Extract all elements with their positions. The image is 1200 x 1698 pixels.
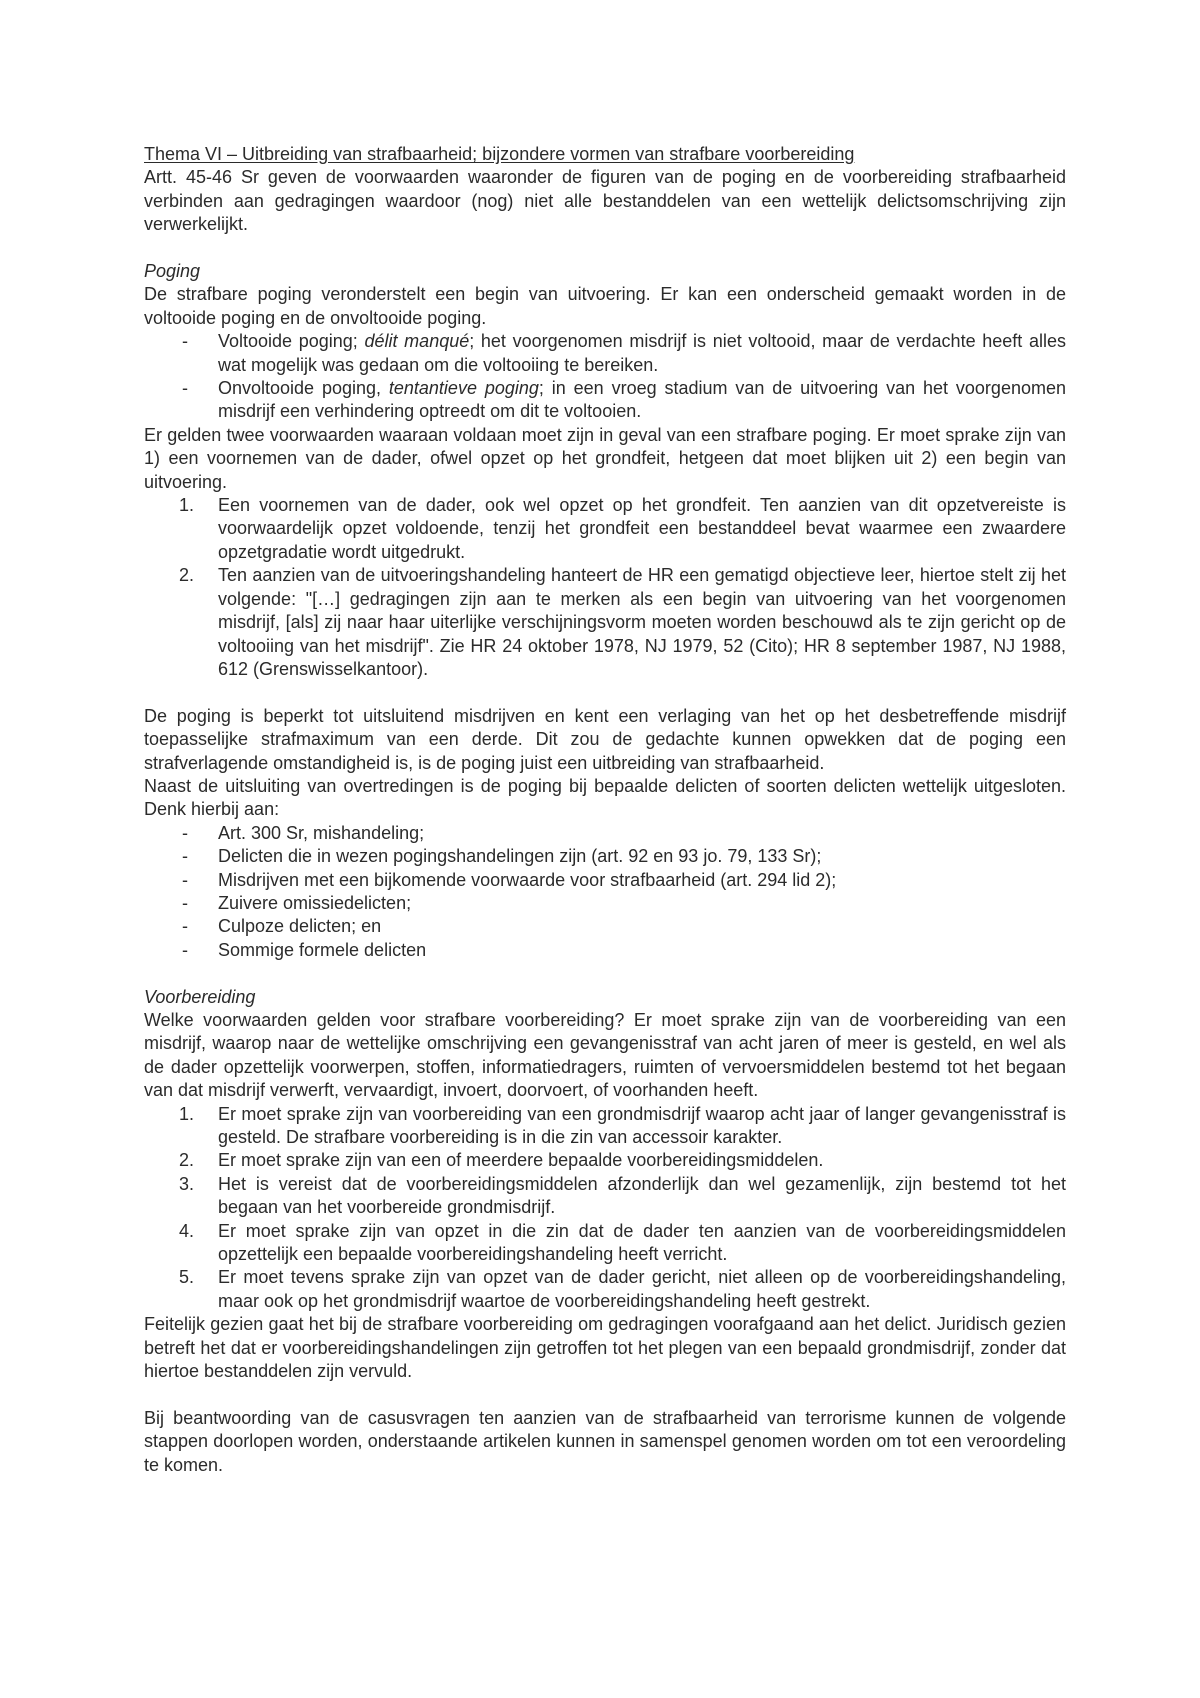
- voorbereiding-intro: Welke voorwaarden gelden voor strafbare voorbereiding? Er moet sprake zijn van de voorbereiding van een misdrijf, waarop naar de wettelijke omschrijving een gevangenisstraf van acht jaren of meer is gesteld, en wel als de dader opzettelijk voorwerpen, stoffen, informatiedragers, ruimten of vervoersmiddelen bestemd tot het begaan van dat misdrijf verwerft, vervaardigt, invoert, doorvoert, of voorhanden heeft.: [144, 1009, 1066, 1101]
- list-item-text: Er moet sprake zijn van voorbereiding van een grondmisdrijf waarop acht jaar of langer gevangenisstraf is gesteld. De strafbare voorbereiding is in die zin van accessoir karakter.: [218, 1103, 1066, 1148]
- poging-types-list: [144, 330, 1066, 424]
- list-item: [144, 1220, 1066, 1267]
- list-item-text: Er moet tevens sprake zijn van opzet van de dader gericht, niet alleen op de voorbereidingshandeling, maar ook op het grondmisdrijf waartoe de voorbereidingshandeling heeft gestrekt.: [218, 1267, 1066, 1311]
- list-item-term: tentantieve poging: [388, 378, 539, 399]
- list-item-text: Culpoze delicten; en: [218, 916, 382, 937]
- section-heading-voorbereiding: Voorbereiding: [144, 986, 256, 1007]
- list-item-prefix: Onvoltooide poging,: [218, 378, 389, 399]
- list-item: [144, 494, 1066, 564]
- voorbereiding-conclusion: Feitelijk gezien gaat het bij de strafbare voorbereiding om gedragingen voorafgaand aan het delict. Juridisch gezien betreft het dat er voorbereidingshandelingen zijn getroffen tot het plegen van een bepaald grondmisdrijf, zonder dat hiertoe bestanddelen zijn vervuld.: [144, 1314, 1066, 1382]
- list-item-text: ; het voorgenomen misdrijf is niet voltooid, maar de verdachte heeft alles wat mogelijk was gedaan om die voltooiing te bereiken.: [218, 331, 1066, 375]
- number-marker: 2.: [179, 1150, 195, 1171]
- poging-conditions-list: [144, 494, 1066, 681]
- poging-exclusions-list: [144, 822, 1066, 962]
- dash-marker: -: [182, 869, 188, 890]
- blank-line: [144, 1383, 1066, 1406]
- list-item-term: délit manqué: [364, 331, 470, 352]
- list-item: [144, 1173, 1066, 1220]
- number-marker: 2.: [179, 565, 195, 586]
- list-item: [144, 822, 1066, 845]
- poging-exclusion-intro: Naast de uitsluiting van overtredingen is de poging bij bepaalde delicten of soorten delicten wettelijk uitgesloten. Denk hierbij aan:: [144, 775, 1066, 820]
- list-item-text: Delicten die in wezen pogingshandelingen zijn (art. 92 en 93 jo. 79, 133 Sr);: [218, 846, 822, 867]
- list-item: [144, 892, 1066, 915]
- list-item-text: Een voornemen van de dader, ook wel opzet op het grondfeit. Ten aanzien van dit opzetvereiste is voorwaardelijk opzet voldoende, tenzij het grondfeit een bestanddeel bevat waarmee een zwaardere opzetgradatie wordt uitgedrukt.: [218, 495, 1066, 562]
- list-item-text: Zuivere omissiedelicten;: [218, 892, 412, 913]
- list-item: [144, 1103, 1066, 1150]
- dash-marker: -: [182, 846, 188, 867]
- list-item: [144, 869, 1066, 892]
- list-item: [144, 939, 1066, 962]
- dash-marker: -: [182, 331, 188, 352]
- list-item-text: Er moet sprake zijn van een of meerdere bepaalde voorbereidingsmiddelen.: [218, 1150, 824, 1171]
- list-item: [144, 1266, 1066, 1313]
- list-item-text: Art. 300 Sr, mishandeling;: [218, 822, 425, 843]
- poging-intro: De strafbare poging veronderstelt een begin van uitvoering. Er kan een onderscheid gemaakt worden in de voltooide poging en de onvoltooide poging.: [144, 284, 1066, 328]
- number-marker: 1.: [179, 1103, 195, 1124]
- dash-marker: -: [182, 939, 188, 960]
- poging-conditions-intro: Er gelden twee voorwaarden waaraan voldaan moet zijn in geval van een strafbare poging. Er moet sprake zijn van 1) een voornemen van de dader, ofwel opzet op het grondfeit, hetgeen dat moet blijken uit 2) een begin van uitvoering.: [144, 424, 1066, 492]
- closing-paragraph: Bij beantwoording van de casusvragen ten aanzien van de strafbaarheid van terrorisme kunnen de volgende stappen doorlopen worden, onderstaande artikelen kunnen in samenspel genomen worden om tot een veroordeling te komen.: [144, 1407, 1066, 1475]
- blank-line: [144, 681, 1066, 704]
- number-marker: 3.: [179, 1173, 195, 1194]
- voorbereiding-conditions-list: [144, 1103, 1066, 1314]
- dash-marker: -: [182, 916, 188, 937]
- dash-marker: -: [182, 822, 188, 843]
- list-item: [144, 1149, 1066, 1172]
- poging-limit-paragraph: De poging is beperkt tot uitsluitend misdrijven en kent een verlaging van het op het desbetreffende misdrijf toepasselijke strafmaximum van een derde. Dit zou de gedachte kunnen opwekken dat de poging een strafverlagende omstandigheid is, is de poging juist een uitbreiding van strafbaarheid.: [144, 705, 1066, 773]
- list-item: [144, 377, 1066, 424]
- list-item: [144, 330, 1066, 377]
- list-item: [144, 564, 1066, 681]
- dash-marker: -: [182, 378, 188, 399]
- blank-line: [144, 237, 1066, 260]
- list-item-text: Ten aanzien van de uitvoeringshandeling hanteert de HR een gematigd objectieve leer, hiertoe stelt zij het volgende: "[…] gedragingen zijn aan te merken als een begin van uitvoering van het voorgenomen misdrijf, [als] zij naar haar uiterlijke verschijningsvorm moeten worden beschouwd als te zijn gericht op de voltooiing van het misdrijf". Zie HR 24 oktober 1978, NJ 1979, 52 (Cito); HR 8 september 1987, NJ 1988, 612 (Grenswisselkantoor).: [218, 565, 1066, 679]
- list-item-text: Sommige formele delicten: [218, 939, 427, 960]
- list-item: [144, 915, 1066, 938]
- section-heading-poging: Poging: [144, 261, 201, 282]
- document-page: [144, 143, 1066, 1477]
- list-item-text: ; in een vroeg stadium van de uitvoering van het voorgenomen misdrijf een verhindering optreedt om dit te voltooien.: [218, 378, 1066, 422]
- list-item-prefix: Voltooide poging;: [218, 331, 365, 352]
- list-item-text: Misdrijven met een bijkomende voorwaarde voor strafbaarheid (art. 294 lid 2);: [218, 869, 837, 890]
- list-item-text: Het is vereist dat de voorbereidingsmiddelen afzonderlijk dan wel gezamenlijk, zijn bestemd tot het begaan van het voorbereide grondmisdrijf.: [218, 1173, 1066, 1218]
- number-marker: 5.: [179, 1267, 195, 1288]
- dash-marker: -: [182, 892, 188, 913]
- number-marker: 4.: [179, 1220, 195, 1241]
- number-marker: 1.: [179, 495, 195, 516]
- intro-paragraph: Artt. 45-46 Sr geven de voorwaarden waaronder de figuren van de poging en de voorbereiding strafbaarheid verbinden aan gedragingen waardoor (nog) niet alle bestanddelen van een wettelijk delictsomschrijving zijn verwerkelijkt.: [144, 167, 1066, 235]
- list-item: [144, 845, 1066, 868]
- blank-line: [144, 962, 1066, 985]
- document-title: Thema VI – Uitbreiding van strafbaarheid; bijzondere vormen van strafbare voorbereiding: [144, 144, 855, 164]
- list-item-text: Er moet sprake zijn van opzet in die zin dat de dader ten aanzien van de voorbereidingsmiddelen opzettelijk een bepaalde voorbereidingshandeling heeft verricht.: [218, 1220, 1066, 1265]
